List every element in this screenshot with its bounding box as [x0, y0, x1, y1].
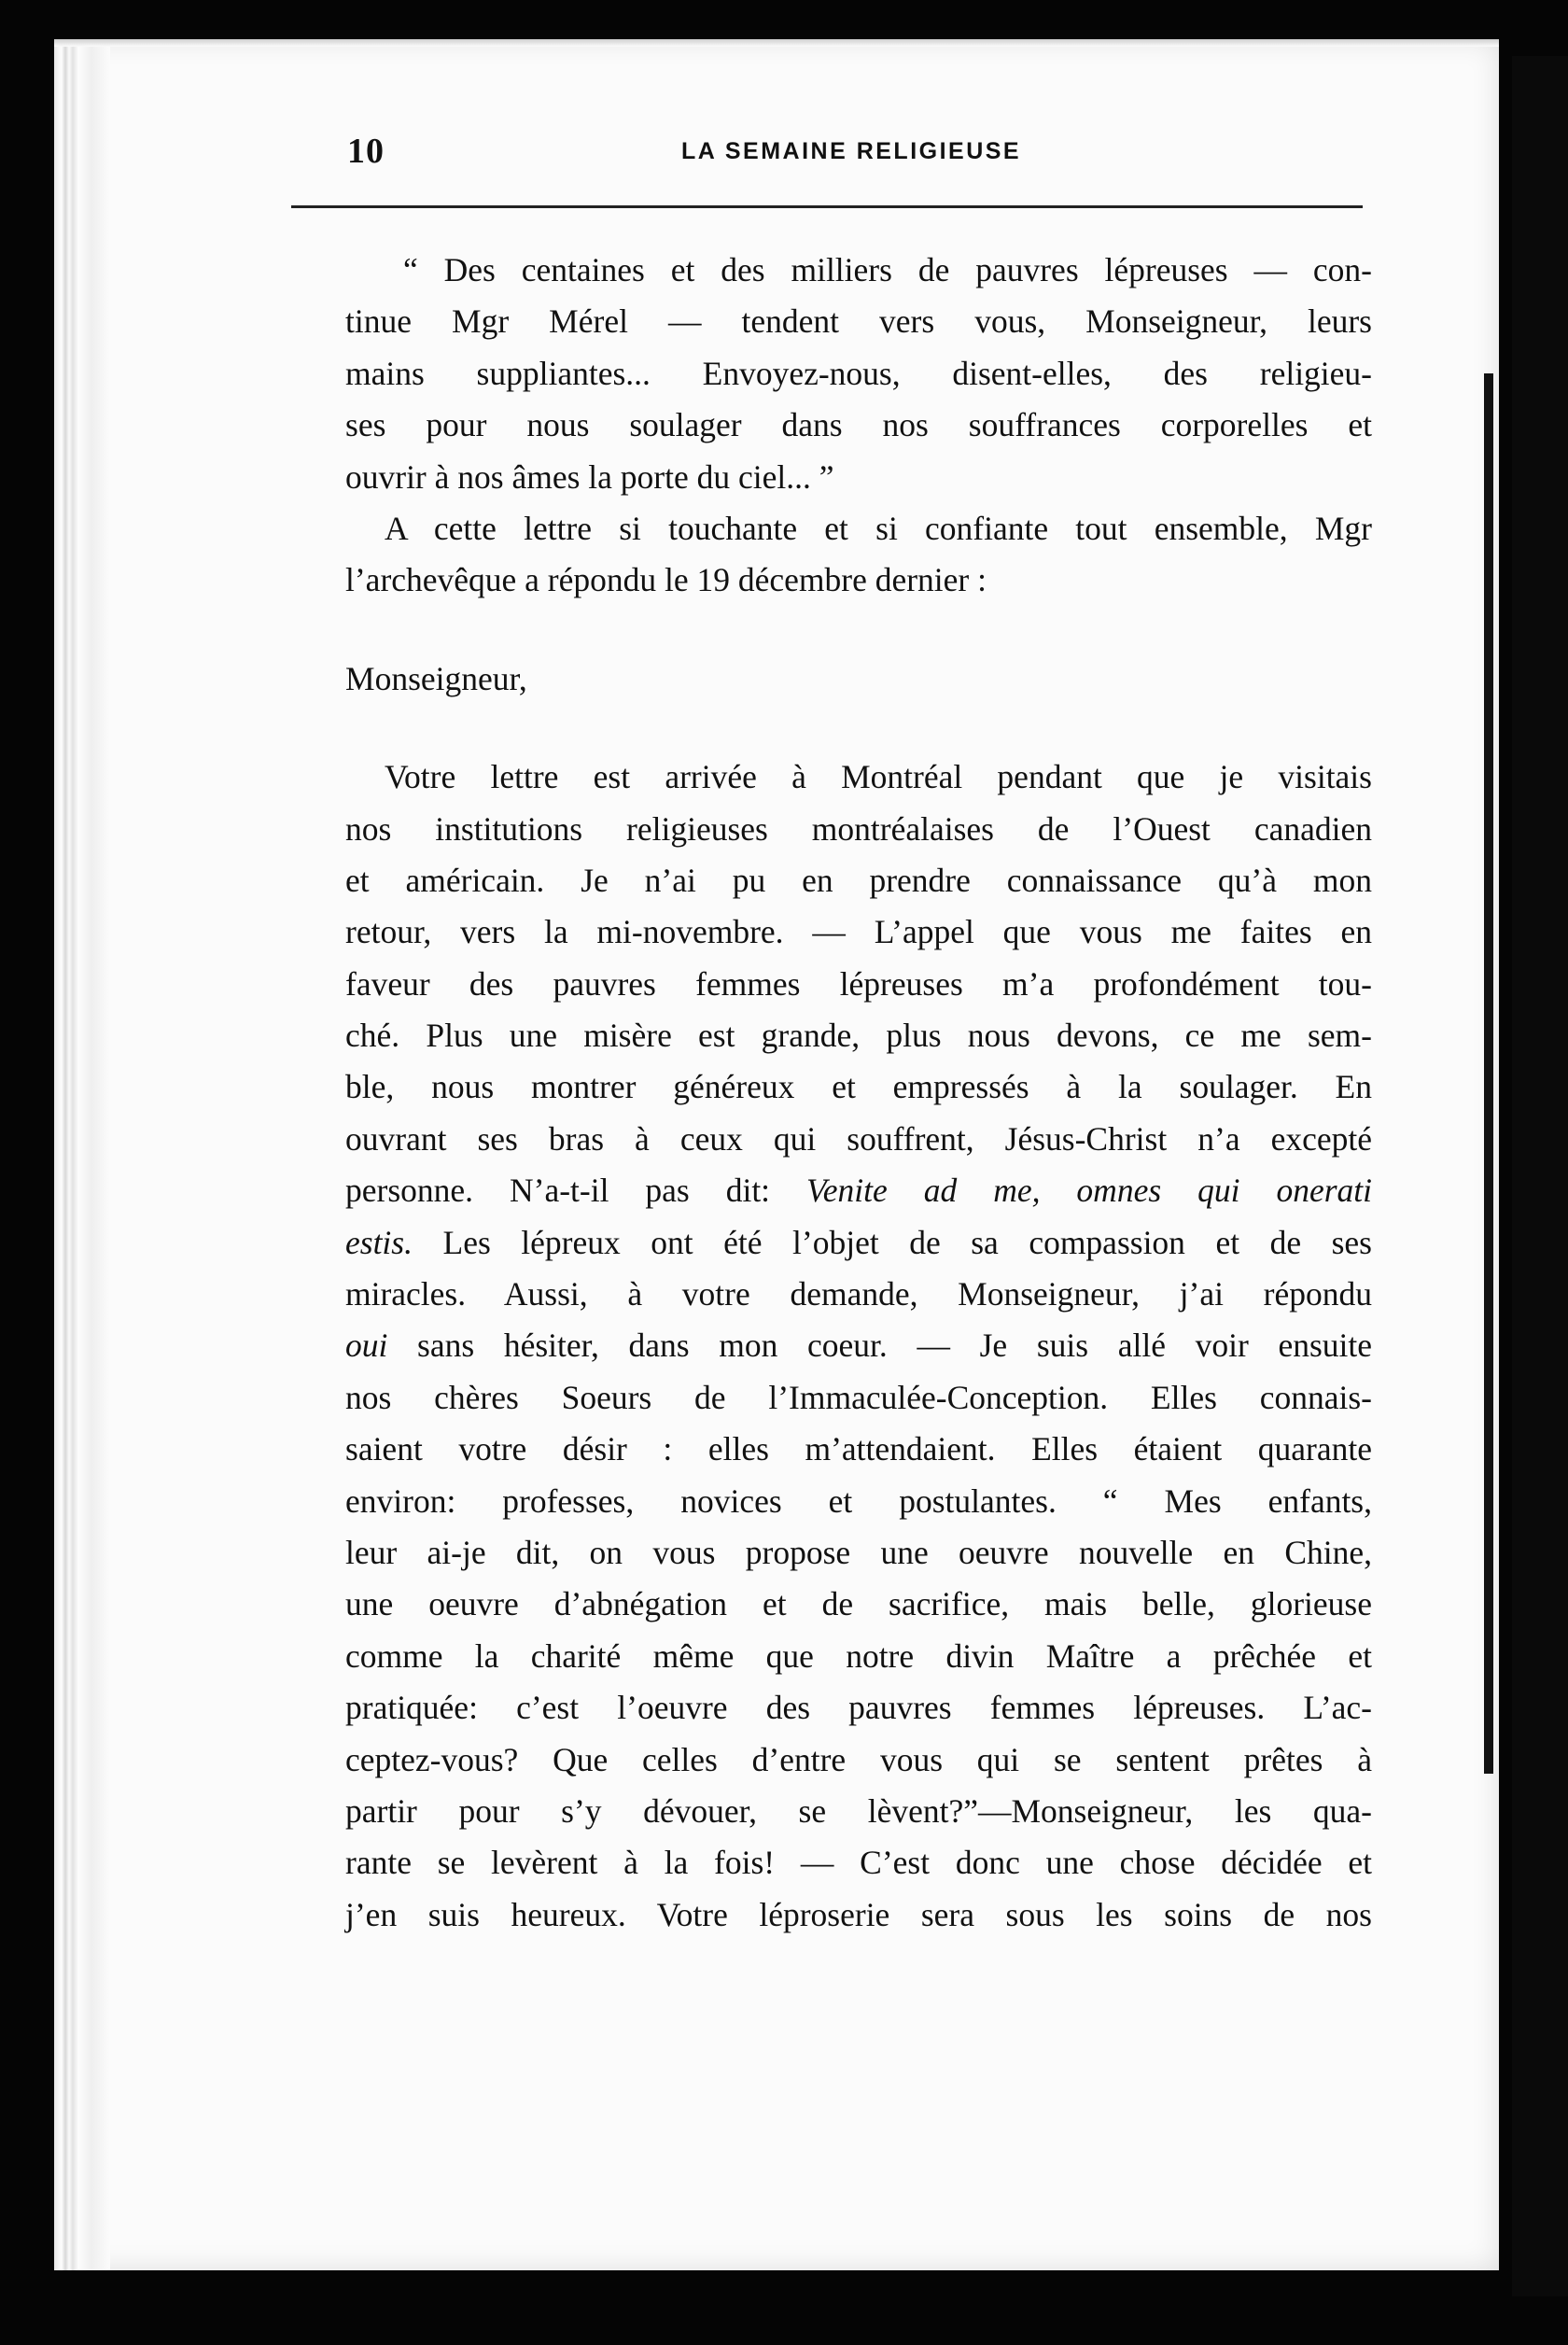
italic-word: oui: [345, 1327, 388, 1365]
running-header-title: LA SEMAINE RELIGIEUSE: [681, 138, 1022, 164]
text-line: tinue Mgr Mérel — tendent vers vous, Monseigneur, leurs: [345, 302, 1372, 341]
text-line: ouvrir à nos âmes la porte du ciel... ”: [345, 457, 834, 496]
text-line: ché. Plus une misère est grande, plus nous devons, ce me sem-: [345, 1017, 1372, 1055]
latin-quote: estis.: [345, 1223, 413, 1261]
paragraph-gap: [345, 705, 1372, 751]
body-text: [345, 245, 1372, 1941]
adjacent-page-edge: [1484, 373, 1493, 1774]
letter-salutation: Monseigneur,: [345, 659, 527, 697]
page-top-edge: [54, 39, 1499, 47]
text-line: miracles. Aussi, à votre demande, Monseigneur, j’ai répondu: [345, 1275, 1372, 1313]
text-line: pratiquée: c’est l’oeuvre des pauvres femmes lépreuses. L’ac-: [345, 1689, 1372, 1727]
text-line: j’en suis heureux. Votre léproserie sera sous les soins de nos: [345, 1895, 1372, 1933]
text-line: retour, vers la mi-novembre. — L’appel que vous me faites en: [345, 913, 1372, 951]
text-line: environ: professes, novices et postulantes. “ Mes enfants,: [345, 1481, 1372, 1520]
page-binding-edge: [54, 39, 110, 2270]
text-line: ses pour nous soulager dans nos souffrances corporelles et: [345, 406, 1372, 444]
page-number: 10: [347, 132, 385, 171]
running-header: [291, 131, 1365, 171]
text-fragment: personne. N’a-t-il pas dit:: [345, 1172, 807, 1210]
text-line: et américain. Je n’ai pu en prendre connaissance qu’à mon: [345, 861, 1372, 899]
text-fragment: sans hésiter, dans mon coeur. — Je suis allé voir ensuite: [387, 1327, 1372, 1365]
header-rule: [291, 205, 1363, 208]
text-line: ouvrant ses bras à ceux qui souffrent, Jésus-Christ n’a excepté: [345, 1119, 1372, 1158]
text-line: [345, 1217, 1372, 1269]
paragraph-gap: [345, 607, 1372, 653]
text-line: une oeuvre d’abnégation et de sacrifice, mais belle, glorieuse: [345, 1585, 1372, 1623]
text-line: faveur des pauvres femmes lépreuses m’a profondément tou-: [345, 964, 1372, 1003]
text-line: “ Des centaines et des milliers de pauvres lépreuses — con-: [403, 251, 1372, 288]
text-line: [345, 1320, 1372, 1371]
text-line: ble, nous montrer généreux et empressés à la soulager. En: [345, 1068, 1372, 1106]
text-line: [345, 1165, 1372, 1216]
text-line: leur ai-je dit, on vous propose une oeuvre nouvelle en Chine,: [345, 1533, 1372, 1571]
text-line: l’archevêque a répondu le 19 décembre dernier :: [345, 561, 987, 599]
text-line: A cette lettre si touchante et si confiante tout ensemble, Mgr: [385, 509, 1372, 547]
text-line: partir pour s’y dévouer, se lèvent?”—Monseigneur, les qua-: [345, 1791, 1372, 1830]
text-fragment: Les lépreux ont été l’objet de sa compassion et de ses: [413, 1223, 1372, 1261]
scan-right-edge: [1512, 56, 1568, 2296]
text-line: mains suppliantes... Envoyez-nous, disent-elles, des religieu-: [345, 354, 1372, 392]
latin-quote: Venite ad me, omnes qui onerati: [806, 1172, 1372, 1210]
text-line: nos chères Soeurs de l’Immaculée-Conception. Elles connais-: [345, 1378, 1372, 1416]
text-line: comme la charité même que notre divin Maître a prêchée et: [345, 1636, 1372, 1675]
text-line: Votre lettre est arrivée à Montréal pendant que je visitais: [385, 758, 1372, 796]
text-line: saient votre désir : elles m’attendaient. Elles étaient quarante: [345, 1430, 1372, 1468]
text-line: ceptez-vous? Que celles d’entre vous qui se sentent prêtes à: [345, 1740, 1372, 1778]
text-line: rante se levèrent à la fois! — C’est donc une chose décidée et: [345, 1844, 1372, 1882]
text-line: nos institutions religieuses montréalaises de l’Ouest canadien: [345, 809, 1372, 848]
